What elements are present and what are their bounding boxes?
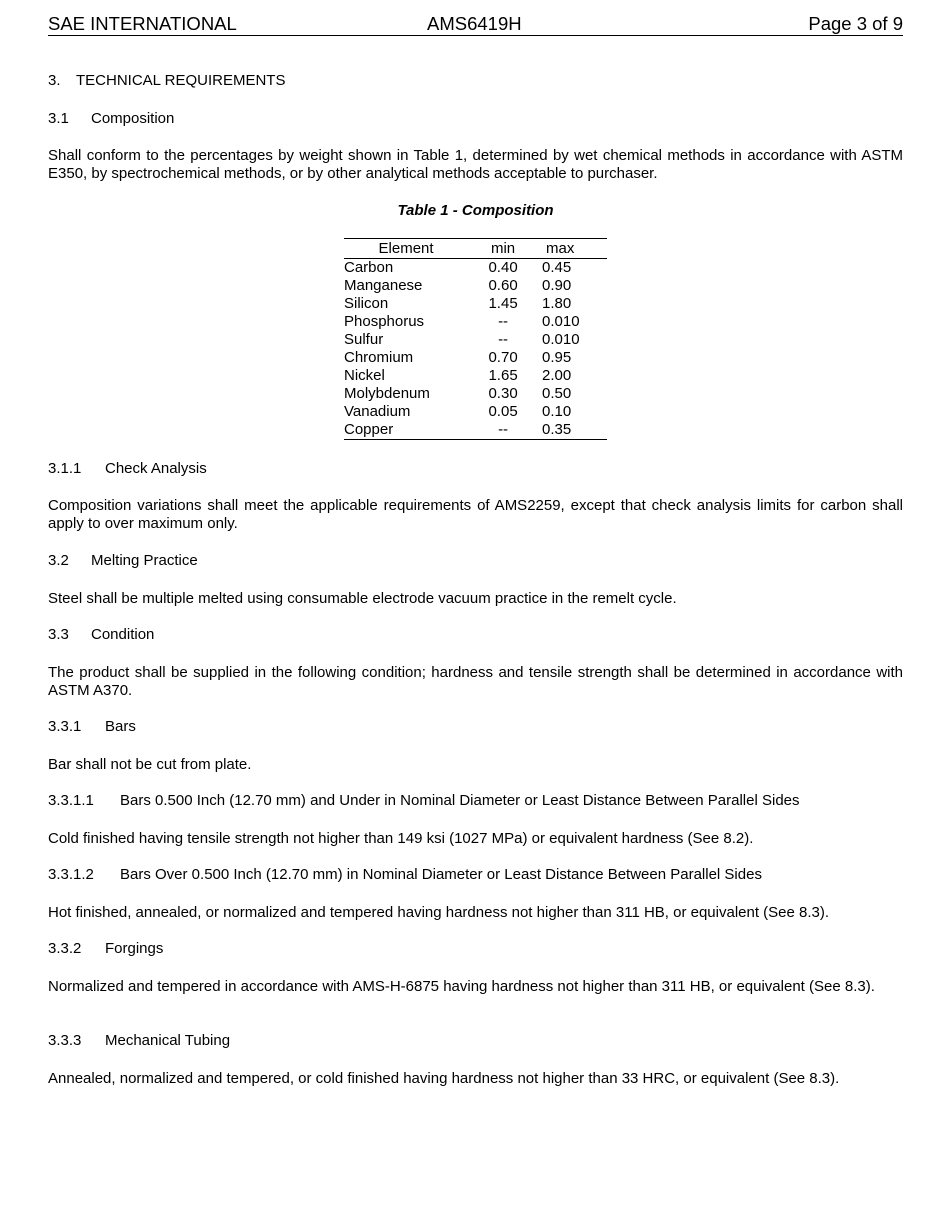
table-row [344,295,607,313]
section-title: TECHNICAL REQUIREMENTS [76,72,286,89]
cell-element: Nickel [344,367,385,384]
cell-element: Chromium [344,349,414,366]
cell-min: 0.05 [488,403,518,420]
section-3-1-heading [48,110,174,128]
cell-max: 0.35 [538,421,607,440]
table-row [344,385,607,403]
section-3-3-1-heading [48,718,136,736]
cell-max: 2.00 [542,367,572,384]
cell-min: -- [498,313,509,330]
column-header-min: min [468,239,538,259]
section-3-heading [48,72,285,90]
cell-max: 1.80 [542,295,572,312]
section-3-3-2-heading [48,940,163,958]
cell-max: 0.010 [542,331,580,348]
section-number: 3.3.1.2 [48,866,94,883]
table-row [344,313,607,331]
section-number: 3.1 [48,110,69,127]
table-row [344,331,607,349]
cell-min: 0.30 [488,385,518,402]
section-number: 3.3.1.1 [48,792,94,809]
section-3-1-1-heading [48,460,207,478]
section-3-3-1-1-text: Cold finished having tensile strength not higher than 149 ksi (1027 MPa) or equivalent hardness (See 8.2). [48,830,754,847]
section-number: 3.3 [48,626,69,643]
column-header-element: Element [344,239,468,259]
section-3-2-text: Steel shall be multiple melted using consumable electrode vacuum practice in the remelt cycle. [48,590,677,607]
section-3-3-1-2-heading [48,866,762,884]
cell-min: 1.45 [488,295,518,312]
cell-min: -- [468,421,538,440]
header-org: SAE INTERNATIONAL [48,13,237,34]
cell-element: Manganese [344,277,423,294]
section-title: Composition [91,110,175,127]
section-number: 3.3.2 [48,940,82,957]
section-3-3-1-1-heading [48,792,800,810]
section-3-3-3-text: Annealed, normalized and tempered, or cold finished having hardness not higher than 33 HRC, or equivalent (See 8.3). [48,1070,840,1087]
cell-min: -- [498,331,509,348]
cell-max: 0.010 [542,313,580,330]
composition-table [344,238,607,440]
section-title: Forgings [105,940,164,957]
section-title: Melting Practice [91,552,198,569]
section-title: Bars Over 0.500 Inch (12.70 mm) in Nominal Diameter or Least Distance Between Parallel Sides [120,866,762,883]
cell-min: 0.70 [488,349,518,366]
cell-min: 1.65 [488,367,518,384]
cell-element: Molybdenum [344,385,430,402]
section-number: 3.2 [48,552,69,569]
table-row [344,403,607,421]
table-row [344,349,607,367]
table-caption: Table 1 - Composition [397,202,554,219]
table-row [344,367,607,385]
section-title: Bars 0.500 Inch (12.70 mm) and Under in Nominal Diameter or Least Distance Between Parallel Sides [120,792,800,809]
section-3-3-2-text: Normalized and tempered in accordance with AMS-H-6875 having hardness not higher than 311 HB, or equivalent (See 8.3). [48,978,875,995]
section-3-1-1-text: Composition variations shall meet the applicable requirements of AMS2259, except that check analysis limits for carbon shall apply to over maximum only. [48,497,903,532]
cell-element: Silicon [344,295,389,312]
section-3-3-1-text: Bar shall not be cut from plate. [48,756,252,773]
page-header [48,13,903,36]
cell-max: 0.50 [542,385,572,402]
cell-max: 0.10 [542,403,572,420]
cell-element: Phosphorus [344,313,425,330]
table-row [344,259,607,278]
section-3-2-heading [48,552,198,570]
section-title: Check Analysis [105,460,207,477]
cell-element: Sulfur [344,331,384,348]
section-number: 3. [48,72,61,89]
cell-element: Copper [344,421,468,440]
section-3-3-3-heading [48,1032,230,1050]
section-title: Condition [91,626,155,643]
section-3-3-text: The product shall be supplied in the following condition; hardness and tensile strength shall be determined in accordance with ASTM A370. [48,664,903,699]
section-3-3-heading [48,626,154,644]
cell-min: 0.60 [488,277,518,294]
section-3-3-1-2-text: Hot finished, annealed, or normalized and tempered having hardness not higher than 311 HB, or equivalent (See 8.3). [48,904,830,921]
table-row [344,277,607,295]
cell-min: 0.40 [488,259,518,276]
cell-element: Vanadium [344,403,411,420]
cell-max: 0.95 [542,349,572,366]
section-number: 3.3.1 [48,718,82,735]
section-3-1-text: Shall conform to the percentages by weight shown in Table 1, determined by wet chemical methods in accordance with ASTM E350, by spectrochemical methods, or by other analytical methods acceptable to purchaser. [48,147,903,182]
section-title: Bars [105,718,136,735]
table-header-row [344,239,607,259]
section-number: 3.3.3 [48,1032,82,1049]
header-page-number: Page 3 of 9 [808,13,903,34]
header-doc-id: AMS6419H [427,13,522,34]
cell-max: 0.45 [542,259,572,276]
section-title: Mechanical Tubing [105,1032,231,1049]
section-number: 3.1.1 [48,460,82,477]
cell-max: 0.90 [542,277,572,294]
table-row [344,421,607,440]
column-header-max: max [538,239,607,259]
cell-element: Carbon [344,259,394,276]
